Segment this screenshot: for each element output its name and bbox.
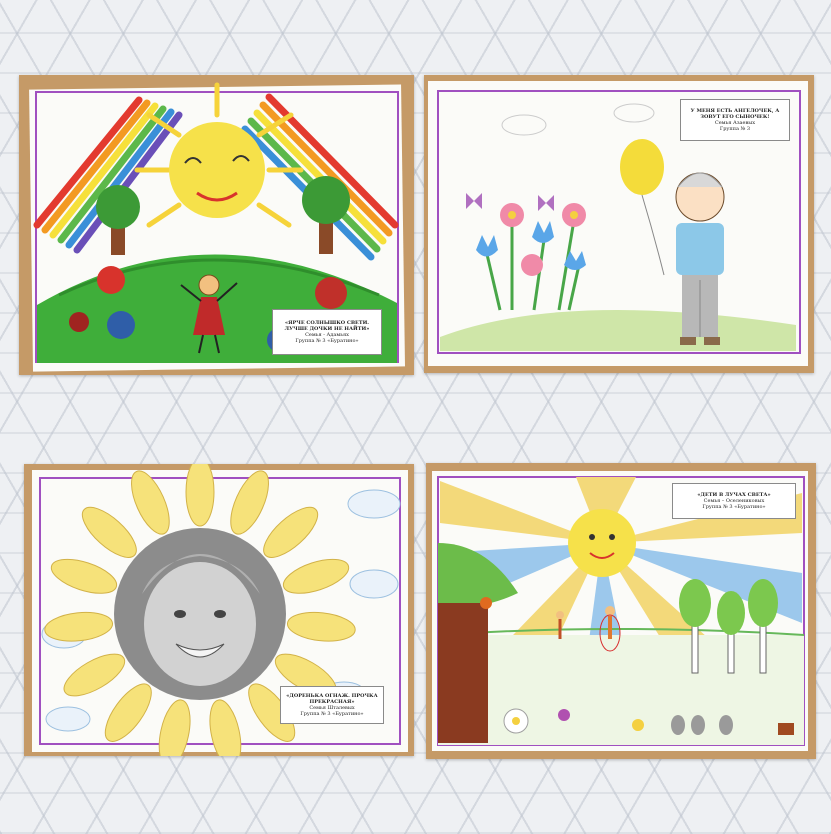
caption-title: «ДОРЕНЬКА ОГНАЖ. ПРОЧКА ПРЕКРАСНАЯ» (286, 692, 378, 705)
caption-label (680, 99, 790, 141)
caption-group: Группа № 3 «Буратино» (295, 338, 359, 345)
caption-group: Группа № 3 «Буратино» (702, 504, 766, 511)
caption-family: Семья – Оселениковых (703, 497, 765, 504)
drawing-sun-rainbow-girl (19, 75, 414, 375)
caption-family: Семья Шталевых (309, 705, 355, 711)
drawing-sunflower-portrait (24, 464, 414, 756)
caption-label (672, 483, 796, 519)
caption-label (272, 309, 382, 355)
caption-family: Семья - Адамьях (305, 332, 349, 338)
drawing-boy-balloon (424, 75, 814, 373)
caption-group: Группа № 3 (719, 126, 751, 133)
drawing-children-sun-rays (426, 463, 816, 759)
caption-group: Группа № 3 «Буратино» (300, 711, 364, 718)
caption-title: «ДЕТИ В ЛУЧАХ СВЕТА» (697, 491, 771, 498)
caption-family: Семья Азаевых (714, 120, 756, 126)
caption-title: «ЯРЧЕ СОЛНЫШКО СВЕТИ. ЛУЧШЕ ДОЧКИ НЕ НАЙТИ» (284, 319, 370, 332)
caption-title: У МЕНЯ ЕСТЬ АНГЕЛОЧЕК, А ЗОВУТ ЕГО СЫНОЧЕК! (690, 107, 780, 120)
caption-label (280, 686, 384, 724)
